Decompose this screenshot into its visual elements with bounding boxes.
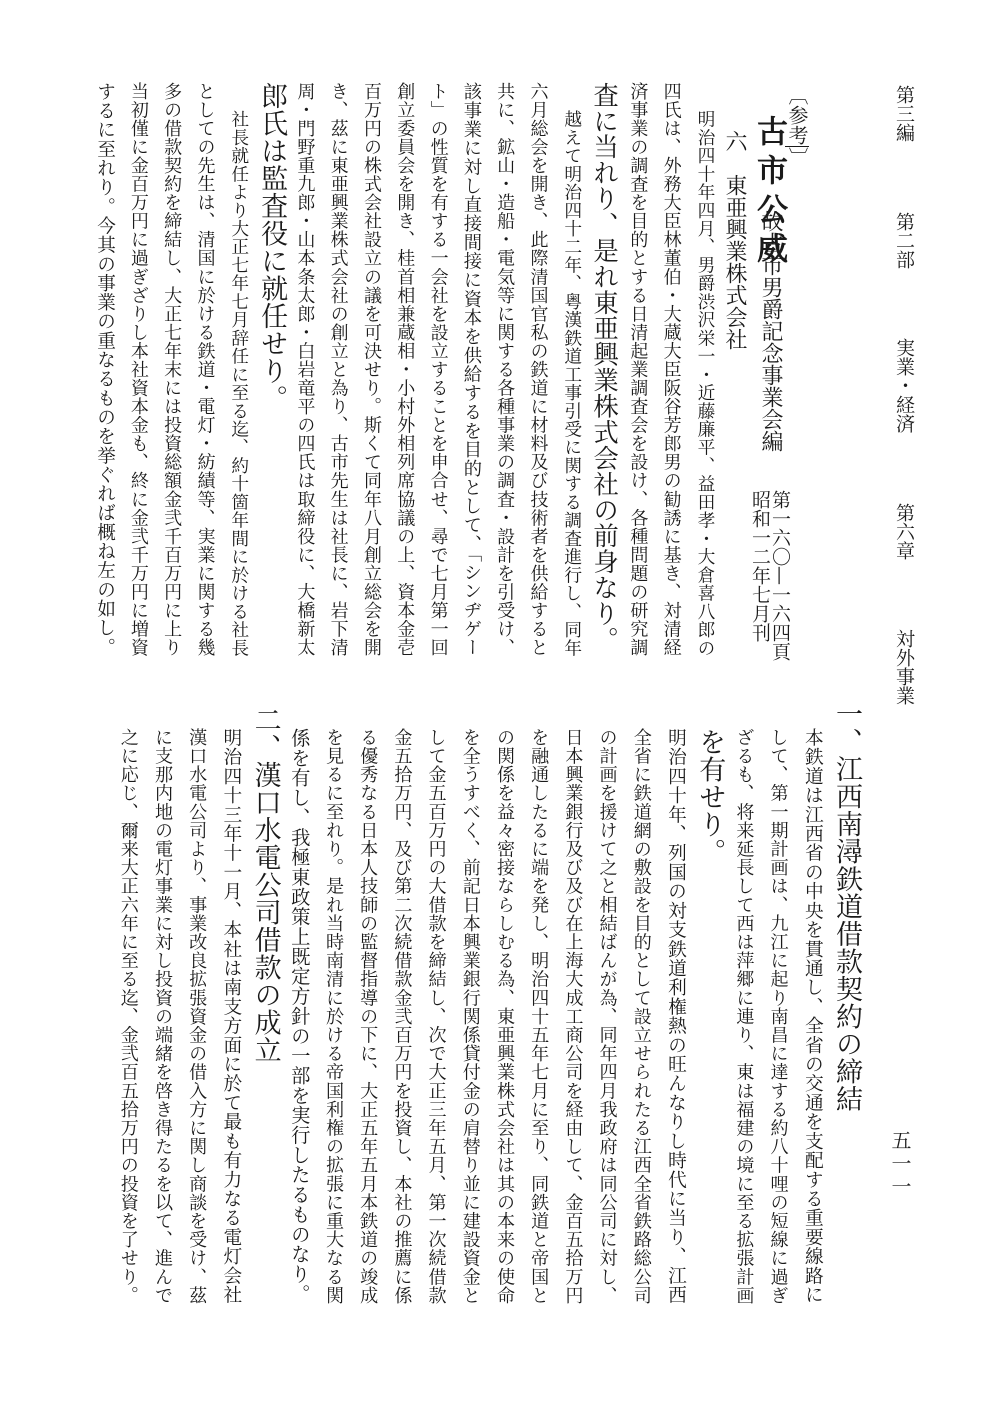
text-column: 周・門野重九郎・山本条太郎・白岩竜平の四氏は取締役に、大橋新太 (294, 82, 316, 657)
text-column: 四氏は、外務大臣林董伯・大蔵大臣阪谷芳郎男の勧誘に基き、対清経 (660, 82, 682, 657)
text-column: 明治四十三年十一月、本社は南支方面に於て最も有力なる電灯会社 (220, 728, 242, 1305)
text-column: 日本興業銀行及び及び在上海大成工商公司を経由して、金百五拾万円 (562, 728, 584, 1305)
text-column: 係を有し、我極東政策上既定方針の一部を実行したるものなり。 (287, 728, 311, 1304)
text-column: 共に、鉱山・造船・電気等に関する各種事業の調査・設計を引受け、 (494, 82, 516, 657)
text-column: 金五拾万円、及び第二次続借款金弐百万円を投資し、本社の推薦に係 (391, 728, 413, 1305)
header-topic: 対外事業 (893, 629, 915, 705)
text-column: を融通したるに端を発し、明治四十五年七月に至り、同鉄道と帝国と (528, 728, 550, 1305)
text-column: 漢口水電公司より、事業改良拡張資金の借入方に関し商談を受け、茲 (186, 728, 208, 1305)
text-column: 社長就任より大正七年七月辞任に至る迄、約十箇年間に於ける社長 (228, 110, 249, 657)
text-column: 当初僅に金百万円に過ぎざりし本社資本金も、終に金弐千万円に増資 (127, 82, 149, 657)
header-section: 実業・経済 (893, 338, 915, 433)
text-column: 明治四十年四月、男爵渋沢栄一・近藤廉平、益田孝・大倉喜八郎の (695, 110, 715, 657)
source-date: 昭和一二年七月刊 (749, 490, 771, 642)
text-column: に支那内地の電灯事業に対し投資の端緒を啓き得たるを以て、進んで (152, 728, 173, 1305)
text-column: き、茲に東亜興業株式会社の創立と為り、古市先生は社長に、岩下清 (327, 82, 349, 657)
text-column: 創立委員会を開き、桂首相兼蔵相・小村外相列席協議の上、資本金壱 (394, 82, 416, 657)
reference-label-text: 参考 (785, 105, 809, 145)
text-column: 百万円の株式会社設立の議を可決せり。斯くて同年八月創立総会を開 (361, 82, 382, 657)
text-column: 明治四十年、列国の対支鉄道利権熱の旺んなりし時代に当り、江西 (665, 728, 686, 1305)
text-column: して、第一期計画は、九江に起り南昌に達する約八十哩の短線に過ぎ (767, 728, 789, 1305)
text-column: 査に当れり、是れ東亜興業株式会社の前身なり。 (590, 82, 621, 653)
text-column: 越えて明治四十二年、粤漢鉄道工事引受に関する調査進行し、同年 (561, 110, 582, 657)
text-column: を全うすべく、前記日本興業銀行関係貸付金の肩替り並に建設資金と (459, 728, 481, 1305)
header-part: 第三編 (893, 85, 915, 142)
text-column: 全省に鉄道網の敷設を目的として設立せられたる江西全省鉄路総公司 (630, 728, 652, 1305)
header-chapter: 第六章 (893, 502, 915, 560)
text-column: 一、江西南潯鉄道借款契約の締結 (831, 700, 862, 1113)
text-column: を見るに至れり。是れ当時南清に於ける帝国利権の拡張に重大なる関 (323, 728, 344, 1305)
text-column: 済事業の調査を目的とする日清起業調査会を設け、各種問題の研究調 (627, 82, 649, 657)
text-column: 之に応じ、爾来大正六年に至る迄、金弐百五拾万円の投資を了せり。 (117, 728, 139, 1305)
running-header (893, 85, 915, 705)
reference-label: 〔参考〕 (785, 85, 809, 167)
source-editor: 故古市男爵記念事業会編 (758, 210, 783, 452)
text-column: ト」の性質を有する一会社を設立することを申合せ、尋で七月第一回 (427, 82, 449, 657)
text-column: 六月総会を開き、此際清国官私の鉄道に材料及び技術者を供給すると (527, 82, 549, 657)
header-sub: 第二部 (893, 211, 915, 269)
text-column: としての先生は、清国に於ける鉄道・電灯・紡績等、実業に関する幾 (194, 82, 216, 657)
text-column: 本鉄道は江西省の中央を貫通し、全省の交通を支配する重要線路に (801, 728, 823, 1305)
text-column: 郎氏は監査役に就任せり。 (256, 82, 288, 412)
text-column: して金五百万円の大借款を締結し、次で大正三年五月、第一次続借款 (425, 728, 447, 1305)
text-column: ざるも、将来延長して西は萍郷に連り、東は福建の境に至る拡張計画 (733, 728, 755, 1305)
text-column: 該事業に対し直接間接に資本を供給するを目的として、「シンヂゲー (460, 82, 482, 657)
text-column: の計画を援けて之と相結ばんが為、同年四月我政府は同公司に対し、 (596, 728, 618, 1305)
text-column: る優秀なる日本人技師の監督指導の下に、大正五年五月本鉄道の竣成 (357, 728, 379, 1305)
text-column: を有せり。 (694, 728, 726, 866)
text-column: 二、漢口水電公司借款の成立 (249, 706, 281, 1064)
text-column: 多の借款契約を締結し、大正七年末には投資総額金弐千百万円に上り (161, 82, 183, 657)
source-pages: 第一六〇—一六四頁 (769, 490, 791, 661)
page-number: 五一一 (888, 1130, 912, 1199)
text-column: の関係を益々密接ならしむる為、東亜興業株式会社は其の本来の使命 (494, 728, 515, 1305)
source-author: 古市公威 (751, 115, 787, 271)
text-column: するに至れり。今其の事業の重なるものを挙ぐれば概ね左の如し。 (94, 82, 116, 657)
section-title: 六 東亜興業株式会社 (722, 130, 747, 350)
